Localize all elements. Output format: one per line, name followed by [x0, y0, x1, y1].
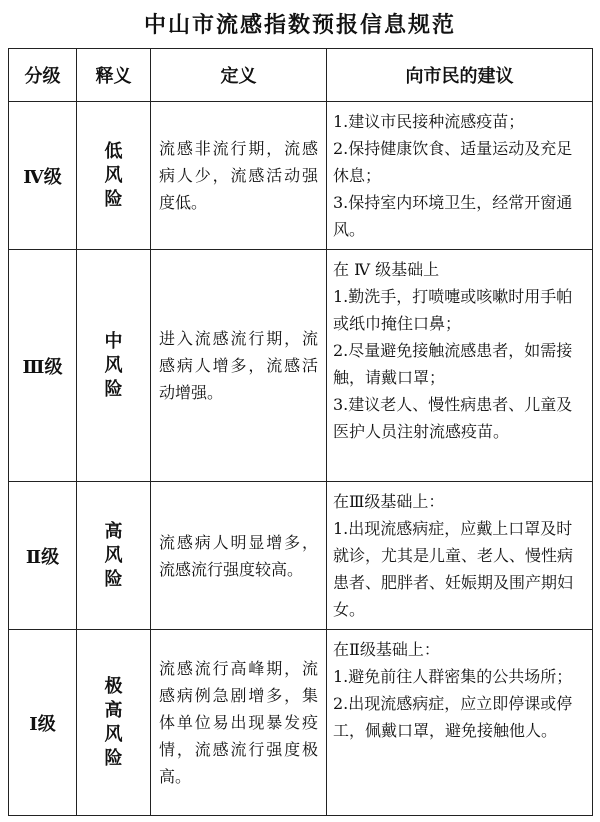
header-meaning: 释义 [77, 49, 151, 102]
meaning-char: 险 [104, 188, 123, 210]
header-advice: 向市民的建议 [327, 49, 593, 102]
header-definition: 定义 [151, 49, 327, 102]
meaning-char: 险 [104, 568, 123, 590]
advice-line: 2.保持健康饮食、适量运动及充足休息； [333, 139, 573, 185]
advice-line: 3.建议老人、慢性病患者、儿童及医护人员注射流感疫苗。 [333, 395, 573, 441]
meaning-char: 风 [104, 164, 123, 186]
flu-index-table [8, 48, 593, 816]
meaning-char: 风 [104, 723, 123, 745]
meaning-char: 风 [104, 354, 123, 376]
page-title: 中山市流感指数预报信息规范 [143, 12, 456, 38]
advice-line: 3.保持室内环境卫生，经常开窗通风。 [333, 193, 573, 239]
table-header-row [9, 49, 593, 102]
level-cell: Ⅰ级 [9, 630, 77, 816]
advice-line: 在 Ⅳ 级基础上 [333, 260, 440, 279]
advice-line: 在Ⅱ级基础上： [333, 640, 440, 659]
meaning-cell [77, 102, 151, 250]
advice-line: 2.尽量避免接触流感患者，如需接触，请戴口罩； [333, 341, 573, 387]
table-row [9, 250, 593, 482]
definition-cell: 进入流感流行期，流感病人增多，流感活动增强。 [151, 250, 327, 482]
meaning-char: 风 [104, 544, 123, 566]
definition-cell: 流感流行高峰期，流感病例急剧增多，集体单位易出现暴发疫情，流感流行强度极高。 [151, 630, 327, 816]
level-cell: Ⅳ级 [9, 102, 77, 250]
table-row [9, 482, 593, 630]
meaning-cell [77, 482, 151, 630]
meaning-char: 低 [104, 140, 123, 162]
advice-line: 在Ⅲ级基础上： [333, 492, 445, 511]
advice-line: 2.出现流感病症，应立即停课或停工，佩戴口罩，避免接触他人。 [333, 694, 573, 740]
meaning-cell [77, 630, 151, 816]
header-level: 分级 [9, 49, 77, 102]
advice-cell [327, 482, 593, 630]
advice-line: 1.出现流感病症，应戴上口罩及时就诊，尤其是儿童、老人、慢性病患者、肥胖者、妊娠期及围产期妇女。 [333, 519, 574, 619]
table-row [9, 630, 593, 816]
meaning-char: 险 [104, 747, 123, 769]
advice-cell [327, 102, 593, 250]
meaning-char: 极 [104, 675, 123, 697]
level-cell: Ⅲ级 [9, 250, 77, 482]
table-row [9, 102, 593, 250]
meaning-cell [77, 250, 151, 482]
definition-cell: 流感病人明显增多，流感流行强度较高。 [151, 482, 327, 630]
meaning-char: 中 [104, 330, 123, 352]
meaning-char: 险 [104, 378, 123, 400]
meaning-char: 高 [104, 520, 123, 542]
meaning-char: 高 [104, 699, 123, 721]
advice-line: 1.建议市民接种流感疫苗； [333, 112, 525, 131]
definition-cell: 流感非流行期，流感病人少，流感活动强度低。 [151, 102, 327, 250]
advice-cell [327, 250, 593, 482]
level-cell: Ⅱ级 [9, 482, 77, 630]
advice-cell [327, 630, 593, 816]
advice-line: 1.勤洗手，打喷嚏或咳嗽时用手帕或纸巾掩住口鼻； [333, 287, 573, 333]
advice-line: 1.避免前往人群密集的公共场所； [333, 667, 573, 686]
